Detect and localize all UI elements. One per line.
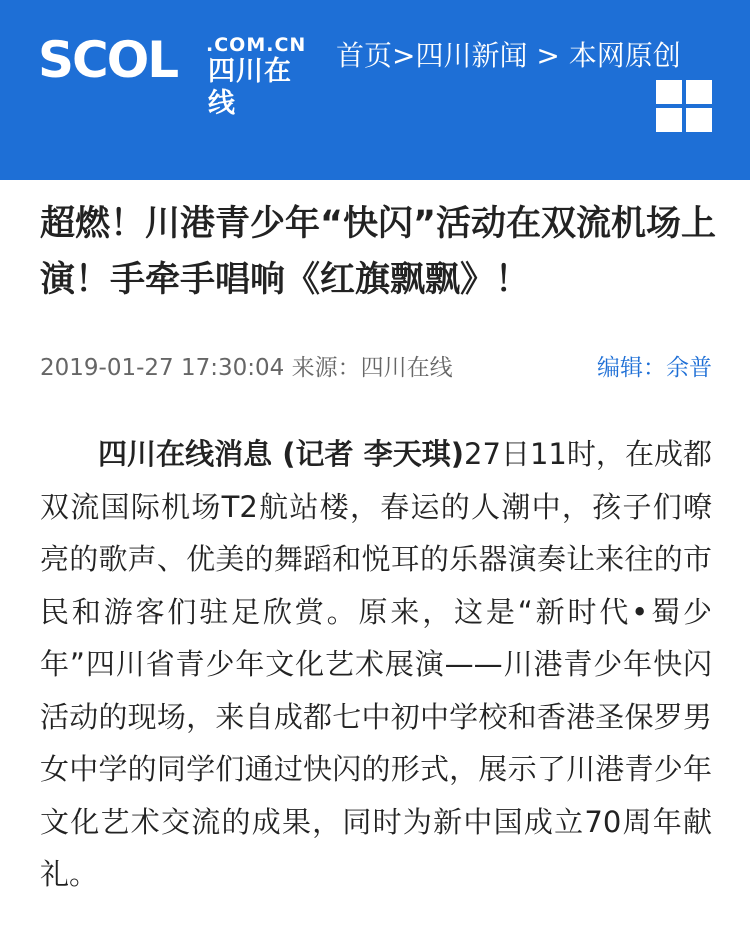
site-header	[0, 0, 750, 180]
breadcrumb-separator: >	[527, 39, 569, 72]
article-meta	[40, 348, 712, 388]
breadcrumb-section-link[interactable]: 四川新闻	[415, 39, 528, 72]
article-editor	[597, 348, 712, 388]
grid-menu-icon[interactable]	[656, 80, 712, 132]
editor-label: 编辑：	[597, 355, 666, 381]
article-date-source	[40, 348, 453, 388]
logo-domain: .COM.CN	[206, 34, 307, 56]
breadcrumb-home-link[interactable]: 首页	[336, 39, 393, 72]
breadcrumb-separator: >	[392, 39, 416, 72]
breadcrumb	[336, 36, 681, 76]
breadcrumb-subsection-link[interactable]: 本网原创	[568, 39, 681, 72]
logo-wordmark: SCOL	[38, 31, 178, 89]
site-logo[interactable]	[38, 30, 318, 119]
article-title: 超燃！川港青少年“快闪”活动在双流机场上演！手牵手唱响《红旗飘飘》！	[40, 204, 717, 300]
source-label: 来源：	[284, 355, 361, 381]
article-body-text: 27日11时，在成都双流国际机场T2航站楼，春运的人潮中，孩子们嘹亮的歌声、优美的舞蹈和悦耳的乐器演奏让来往的市民和游客们驻足欣赏。原来，这是“新时代•蜀少年”四川省青少年文化艺术展演——川港青少年快闪活动的现场，来自成都七中初中学校和香港圣保罗男女中学的同学们通过快闪的形式，展示了川港青少年文化艺术交流的成果，同时为新中国成立70周年献礼。	[40, 437, 712, 891]
article-lead: 四川在线消息 (记者 李天琪)	[98, 437, 465, 471]
article-source: 四川在线	[360, 355, 453, 381]
article-body	[40, 428, 712, 901]
article-datetime: 2019-01-27 17:30:04	[40, 355, 285, 381]
logo-chinese-name: 四川在线	[208, 56, 292, 119]
editor-name: 余普	[666, 355, 712, 381]
